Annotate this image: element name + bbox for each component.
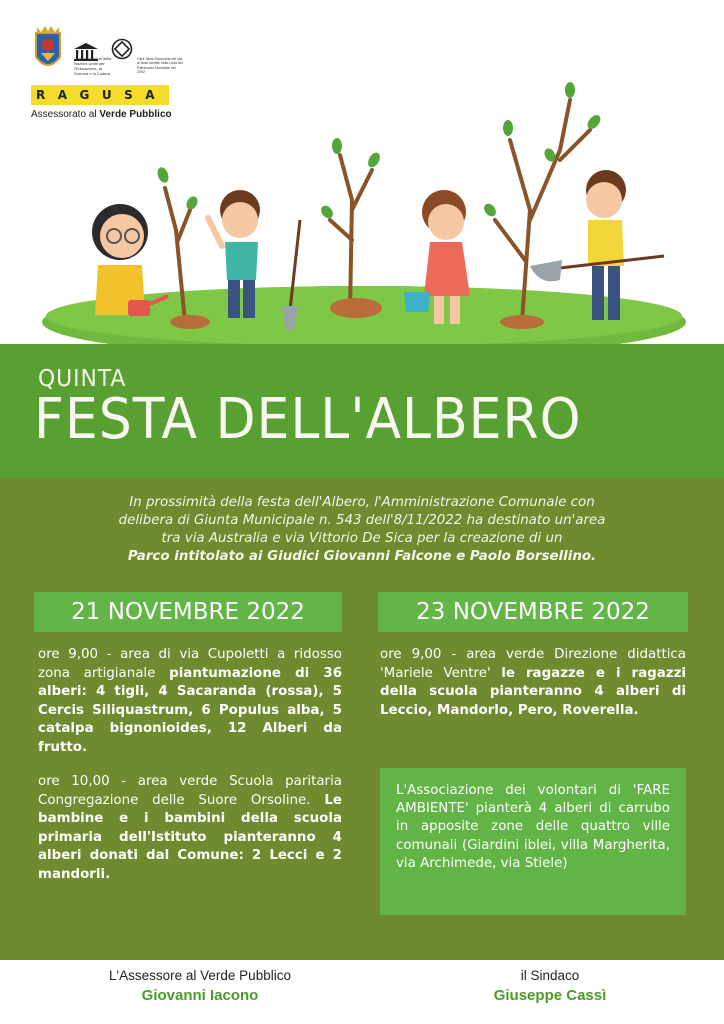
children-planting-trees-illustration [0,60,724,380]
program-activity: piantumazione di 36 alberi: 4 tigli, 4 Sacaranda (rossa), 5 Cercis Siliquastrum, 6 Populus alba, 5 catalpa bignonioides, 12 Alberi da frutto. [38,665,343,755]
program-time-place: ore 9,00 - area verde Direzione didattica 'Mariele Ventre' [380,647,686,681]
page-title: FESTA DELL'ALBERO [34,387,582,452]
program-time-place: ore 9,00 - area di via Cupoletti a ridosso zona artigianale [38,647,342,681]
date-badge-21-november: 21 NOVEMBRE 2022 [34,592,342,632]
department-prefix: Assessorato al [31,109,97,120]
signature-name: Giuseppe Cassì [493,987,607,1004]
program-item [38,773,342,884]
date-badge-23-november: 23 NOVEMBRE 2022 [378,592,688,632]
title-kicker: QUINTA [38,366,127,392]
right-program-column [380,646,686,736]
signature-assessor [70,968,330,1004]
department-name: Verde Pubblico [99,109,172,120]
signature-role: L'Assessore al Verde Pubblico [109,968,291,983]
intro-line: delibera di Giunta Municipale n. 543 dell'8/11/2022 ha destinato un'area [118,513,606,528]
unesco-caption: Organizzazione delle Nazioni Unite per l'Educazione, la Scienza e la Cultura [74,56,112,76]
program-item [38,646,342,757]
intro-line: In prossimità della festa dell'Albero, l'Amministrazione Comunale con [129,495,595,510]
program-time-place: ore 10,00 - area verde Scuola paritaria Congregazione delle Suore Orsoline. [38,774,342,808]
signature-mayor [420,968,680,1004]
world-heritage-caption: Città Tardo Barocche del Val di Noto iscritte nella Lista del Patrimonio Mondiale nel 2002 [137,57,183,75]
program-item [380,646,686,720]
signature-name: Giovanni Iacono [141,987,259,1004]
intro-line: tra via Australia e via Vittorio De Sica per la creazione di un [161,531,563,546]
left-program-column [38,646,342,900]
program-activity: Le bambine e i bambini della scuola primaria dell'Istituto pianteranno 4 alberi donati dal Comune: 2 Lecci e 2 mandorli. [38,792,342,882]
intro-paragraph [40,494,684,566]
city-name-bar: RAGUSA [31,85,169,105]
world-heritage-logo-icon [111,38,133,60]
signature-role: il Sindaco [520,968,580,983]
association-box: L'Associazione dei volontari di 'FARE AMBIENTE' pianterà 4 alberi di carrubo in apposite zone delle quattro ville comunali (Giardini iblei, villa Margherita, via Archimede, via Stiele) [380,768,686,915]
park-name: Parco intitolato ai Giudici Giovanni Falcone e Paolo Borsellino. [127,549,597,564]
program-activity: le ragazze e i ragazzi della scuola pianteranno 4 alberi di Leccio, Mandorlo, Pero, Roverella. [380,665,686,718]
